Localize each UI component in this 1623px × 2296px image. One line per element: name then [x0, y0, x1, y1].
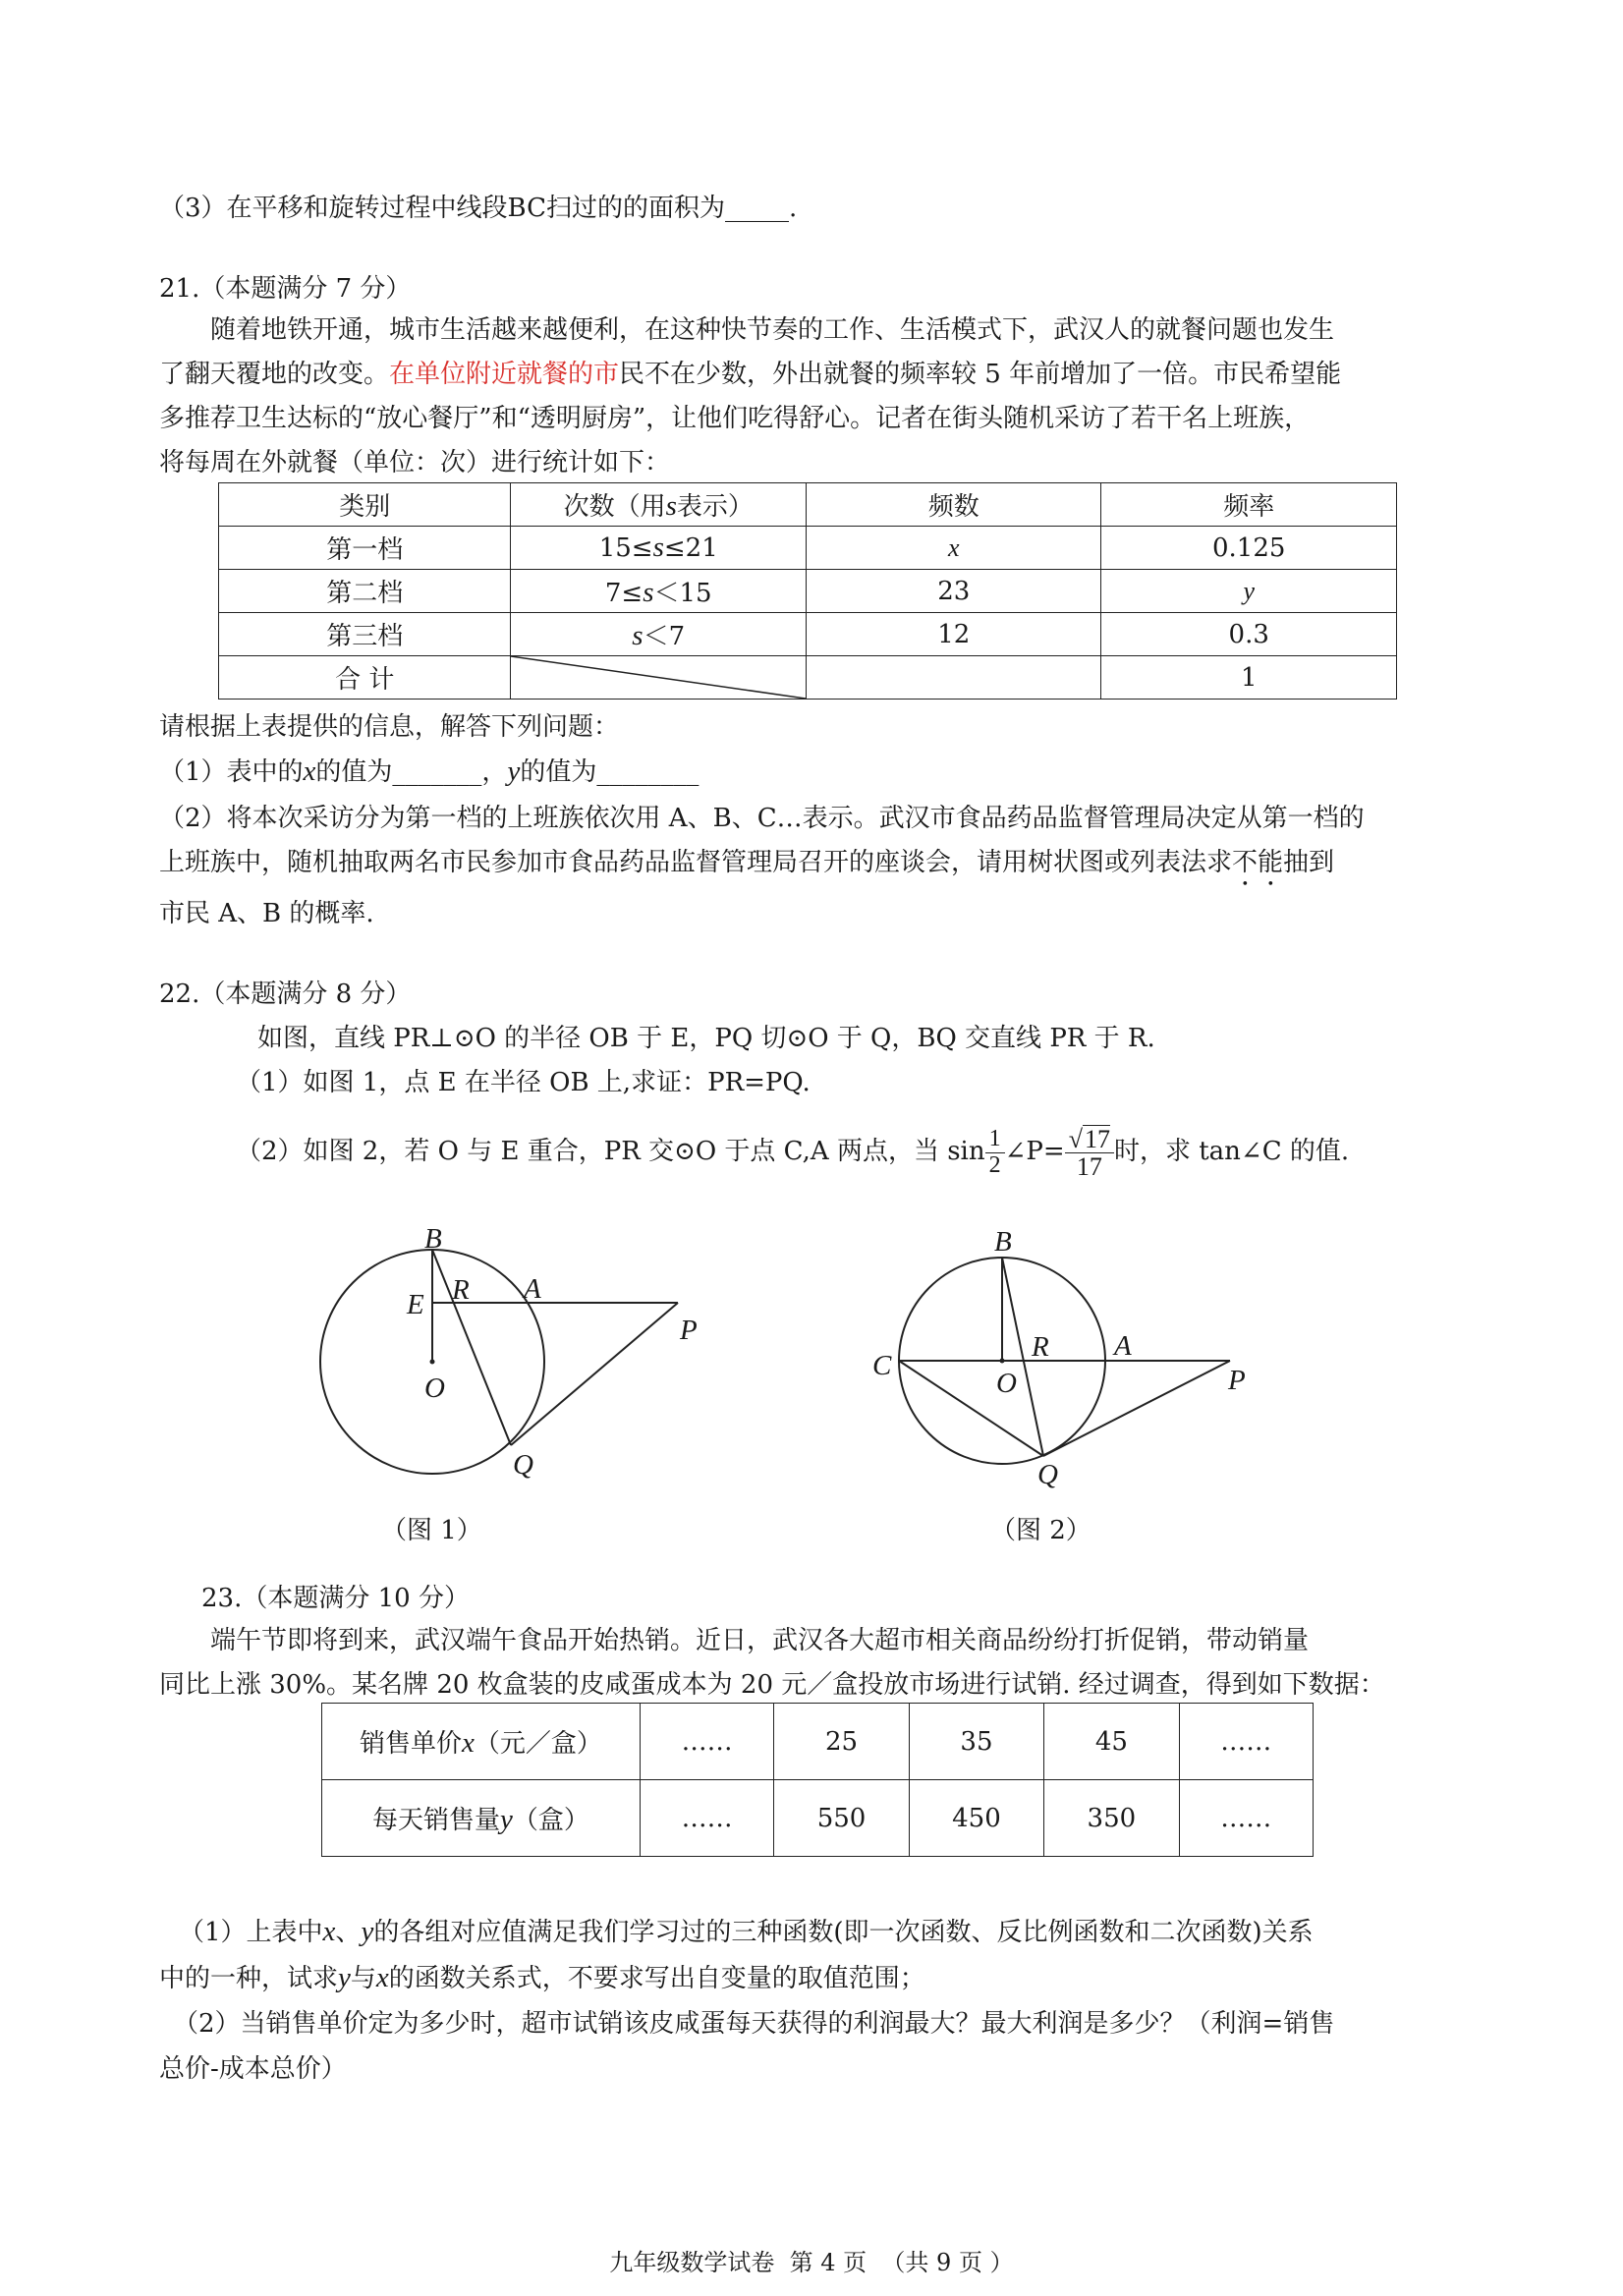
q23-part2-line1: （2）当销售单价定为多少时，超市试销该皮咸蛋每天获得的利润最大？最大利润是多少？（利润=销售: [173, 2009, 1335, 2039]
sales-value-1: 550: [774, 1780, 909, 1857]
figure-1-diagram: [295, 1218, 727, 1513]
q21-red-highlight: 在单位附近就餐的市: [389, 360, 620, 389]
q22-stem: 如图，直线 PR⊥⊙O 的半径 OB 于 E，PQ 切⊙O 于 Q，BQ 交直线 PR 于 R.: [257, 1024, 1155, 1053]
price-value-3: 45: [1044, 1704, 1179, 1780]
q21-para-line2: 了翻天覆地的改变。在单位附近就餐的市民不在少数，外出就餐的频率较 5 年前增加了一倍。市民希望能: [159, 360, 1342, 389]
row2-range: 7≤s＜15: [511, 570, 807, 613]
row2-category: 第二档: [219, 570, 511, 613]
row2-frequency: 23: [807, 570, 1101, 613]
q22-title: 22.（本题满分 8 分）: [159, 980, 412, 1009]
total-label: 合 计: [219, 656, 511, 700]
figure-2-diagram: [865, 1218, 1258, 1513]
table-row: [322, 1704, 1314, 1780]
q21-paragraph: [159, 308, 1483, 485]
fig1-label-R: R: [452, 1274, 470, 1306]
header-rate: 频率: [1101, 483, 1397, 527]
price-value-1: 25: [774, 1704, 909, 1780]
emphasis-not: 不能: [1232, 848, 1284, 877]
table-total-row: [219, 656, 1397, 700]
fig2-label-A: A: [1114, 1330, 1132, 1362]
table-row: [219, 527, 1397, 570]
row3-category: 第三档: [219, 613, 511, 656]
fig1-label-Q: Q: [513, 1449, 533, 1481]
price-row-label: 销售单价x（元／盒）: [322, 1704, 641, 1780]
q21-part2-line2: 上班族中，随机抽取两名市民参加市食品药品监督管理局召开的座谈会，请用树状图或列表法求不能抽到: [159, 848, 1335, 877]
q22-part1: （1）如图 1，点 E 在半径 OB 上,求证：PR=PQ.: [236, 1068, 811, 1097]
q21-title: 21.（本题满分 7 分）: [159, 274, 412, 304]
sales-value-2: 450: [909, 1780, 1043, 1857]
row3-frequency: 12: [807, 613, 1101, 656]
price-ellipsis-left: ……: [640, 1704, 773, 1780]
sales-row-label: 每天销售量y（盒）: [322, 1780, 641, 1857]
fig2-label-O: O: [996, 1368, 1017, 1399]
page-footer: 九年级数学试卷 第 4 页 （共 9 页 ）: [609, 2249, 1014, 2276]
q21-intro: 请根据上表提供的信息，解答下列问题：: [159, 712, 620, 742]
fraction-sqrt17-over-17: $\frac{√17}{17}$: [1065, 1125, 1114, 1181]
sales-ellipsis-left: ……: [640, 1780, 773, 1857]
diagonal-line: [511, 656, 806, 699]
price-value-2: 35: [909, 1704, 1043, 1780]
q21-para-line1: 随着地铁开通，城市生活越来越便利，在这种快节奏的工作、生活模式下，武汉人的就餐问题也发生: [210, 315, 1335, 345]
q21-para-line4: 将每周在外就餐（单位：次）进行统计如下：: [159, 448, 671, 477]
q23-para-line1: 端午节即将到来，武汉端午食品开始热销。近日，武汉各大超市相关商品纷纷打折促销，带动销量: [210, 1626, 1310, 1655]
fig1-label-B: B: [424, 1223, 442, 1255]
table-header-row: [219, 483, 1397, 527]
q23-paragraph: [159, 1619, 1483, 1708]
q21-questions: [159, 705, 1483, 936]
row1-category: 第一档: [219, 527, 511, 570]
figure-2-caption: （图 2）: [990, 1516, 1091, 1545]
q21-para-line3: 多推荐卫生达标的“放心餐厅”和“透明厨房”，让他们吃得舒心。记者在街头随机采访了若干名上班族，: [159, 404, 1311, 433]
header-category: 类别: [219, 483, 511, 527]
q21-frequency-table: [218, 482, 1397, 700]
q23-part1-line2: 中的一种，试求y与x的函数关系式，不要求写出自变量的取值范围；: [159, 1962, 925, 1993]
q23-questions: [159, 1909, 1483, 2092]
fig2-label-P: P: [1228, 1365, 1246, 1396]
total-rate: 1: [1101, 656, 1397, 700]
table-row: [322, 1780, 1314, 1857]
q20-part3: （3）在平移和旋转过程中线段BC扫过的的面积为_____.: [159, 194, 798, 223]
q22-part2: （2）如图 2，若 O 与 E 重合，PR 交⊙O 于点 C,A 两点，当 sin $\frac{1}{2}$ ∠P= $\frac{√17}{17}$ 时，求 tan∠C 的值.: [236, 1124, 1350, 1181]
fig1-label-P: P: [680, 1315, 698, 1346]
sales-value-3: 350: [1044, 1780, 1179, 1857]
fig2-label-Q: Q: [1037, 1459, 1058, 1490]
header-count: 次数（用s表示）: [511, 483, 807, 527]
row1-rate: 0.125: [1101, 527, 1397, 570]
row3-range: s＜7: [511, 613, 807, 656]
q23-para-line2: 同比上涨 30%。某名牌 20 枚盒装的皮咸蛋成本为 20 元／盒投放市场进行试销. 经过调查，得到如下数据：: [159, 1670, 1385, 1700]
table-row: [219, 613, 1397, 656]
row1-range: 15≤s≤21: [511, 527, 807, 570]
q21-part2-line1: （2）将本次采访分为第一档的上班族依次用 A、B、C…表示。武汉市食品药品监督管理局决定从第一档的: [159, 804, 1365, 833]
fig1-label-O: O: [424, 1372, 445, 1404]
fig2-label-C: C: [872, 1350, 892, 1381]
total-diagonal-cell: [511, 656, 807, 700]
fig1-label-A: A: [524, 1273, 541, 1305]
q21-part1: （1）表中的x的值为_______，y的值为________: [159, 756, 700, 787]
row1-frequency: x: [807, 527, 1101, 570]
fig2-label-B: B: [994, 1226, 1012, 1258]
row2-rate: y: [1101, 570, 1397, 613]
table-row: [219, 570, 1397, 613]
fig2-label-R: R: [1032, 1331, 1049, 1363]
price-ellipsis-right: ……: [1179, 1704, 1313, 1780]
q23-title: 23.（本题满分 10 分）: [201, 1584, 470, 1613]
figure-1-caption: （图 1）: [381, 1516, 482, 1545]
sales-ellipsis-right: ……: [1179, 1780, 1313, 1857]
fraction-one-half: $\frac{1}{2}$: [985, 1127, 1005, 1177]
q23-part1-line1: （1）上表中x、y的各组对应值满足我们学习过的三种函数(即一次函数、反比例函数和二次函数)关系: [179, 1916, 1314, 1947]
q23-part2-line2: 总价-成本总价）: [159, 2054, 347, 2084]
fig1-label-E: E: [407, 1289, 424, 1320]
header-frequency: 频数: [807, 483, 1101, 527]
q21-part2-line3: 市民 A、B 的概率.: [159, 899, 374, 928]
total-frequency: [807, 656, 1101, 700]
row3-rate: 0.3: [1101, 613, 1397, 656]
q23-sales-table: [321, 1703, 1314, 1857]
